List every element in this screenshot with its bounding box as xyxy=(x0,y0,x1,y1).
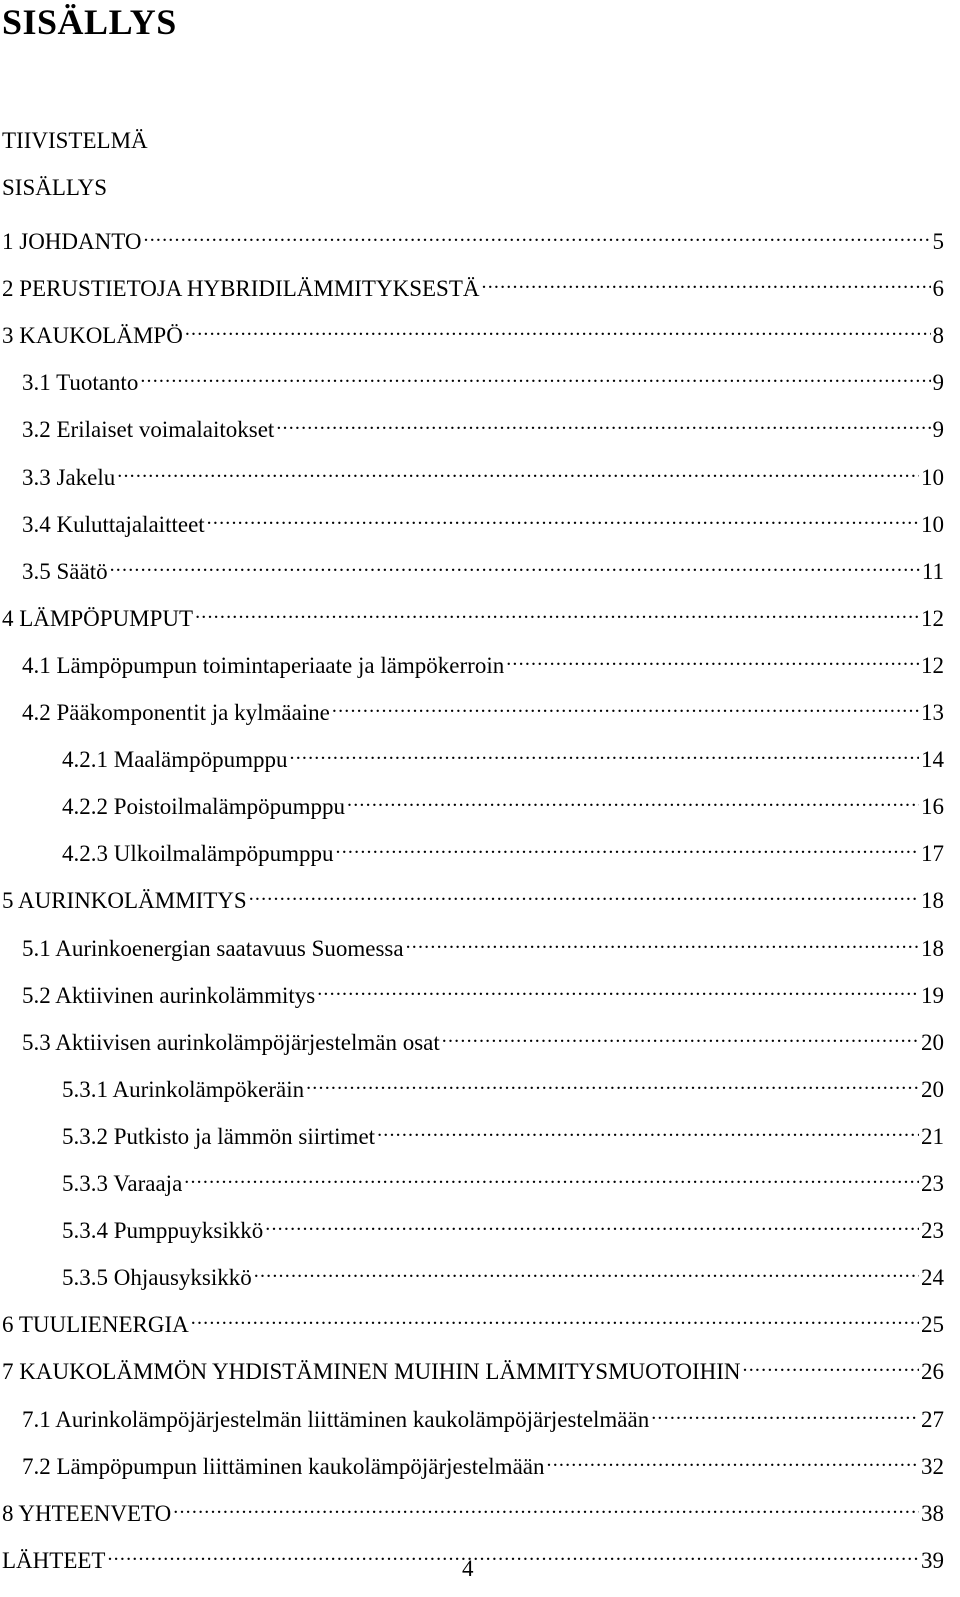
toc-entry[interactable] xyxy=(22,409,944,444)
toc-entry-label: 3.3 Jakelu xyxy=(22,465,116,490)
toc-entry-page: 18 xyxy=(921,888,944,913)
toc-entry-label: 3 KAUKOLÄMPÖ xyxy=(2,323,183,348)
toc-entry[interactable] xyxy=(22,457,944,492)
toc-entry[interactable] xyxy=(22,362,944,397)
toc-entry-label: 4.2.3 Ulkoilmalämpöpumppu xyxy=(62,841,334,866)
toc-entry-label: 5 AURINKOLÄMMITYS xyxy=(2,888,247,913)
toc-entry-page: 6 xyxy=(932,276,944,301)
toc-entry[interactable] xyxy=(2,1351,944,1386)
toc-entry[interactable] xyxy=(2,268,944,303)
toc-dot-leader xyxy=(184,1163,919,1191)
toc-entry[interactable] xyxy=(2,315,944,350)
toc-entry[interactable] xyxy=(2,221,944,256)
toc-entry[interactable] xyxy=(62,786,944,821)
toc-dot-leader xyxy=(332,692,919,720)
toc-entry-label: 4.2 Pääkomponentit ja kylmäaine xyxy=(22,700,330,725)
toc-entry-label: 8 YHTEENVETO xyxy=(2,1501,172,1526)
toc-entry-page: 11 xyxy=(921,559,944,584)
toc-dot-leader xyxy=(406,928,919,956)
toc-entry-label: 6 TUULIENERGIA xyxy=(2,1312,189,1337)
toc-dot-leader xyxy=(254,1257,919,1285)
toc-entry-label: 5.3.5 Ohjausyksikkö xyxy=(62,1265,252,1290)
toc-entry[interactable] xyxy=(62,1116,944,1151)
toc-dot-leader xyxy=(347,786,919,814)
toc-dot-leader xyxy=(265,1210,919,1238)
toc-entry[interactable] xyxy=(62,1069,944,1104)
toc-entry-label: 3.1 Tuotanto xyxy=(22,370,139,395)
toc-entry-label: 4.2.2 Poistoilmalämpöpumppu xyxy=(62,794,346,819)
toc-dot-leader xyxy=(144,221,931,249)
toc-entry-page: 16 xyxy=(921,794,944,819)
toc-entry[interactable] xyxy=(2,598,944,633)
toc-entry[interactable] xyxy=(2,1493,944,1528)
toc-entry-page: 9 xyxy=(932,417,944,442)
toc-entry[interactable] xyxy=(62,833,944,868)
toc-entry[interactable] xyxy=(22,645,944,680)
toc-entry-label: 5.3 Aktiivisen aurinkolämpöjärjestelmän osat xyxy=(22,1030,440,1055)
toc-dot-leader xyxy=(185,315,931,343)
toc-entry-label: LÄHTEET xyxy=(2,1548,106,1573)
toc-dot-leader xyxy=(306,1069,919,1097)
toc-entry-label: 4.2.1 Maalämpöpumppu xyxy=(62,747,288,772)
toc-entry-page: 25 xyxy=(921,1312,944,1337)
toc-entry[interactable] xyxy=(62,1163,944,1198)
toc-entry-page: 32 xyxy=(921,1454,944,1479)
toc-dot-leader xyxy=(107,1540,919,1568)
toc-entry-label: 7.2 Lämpöpumpun liittäminen kaukolämpöjärjestelmään xyxy=(22,1454,545,1479)
toc-dot-leader xyxy=(651,1399,919,1427)
toc-dot-leader xyxy=(506,645,919,673)
toc-entry[interactable] xyxy=(22,692,944,727)
toc-entry-label: 4.1 Lämpöpumpun toimintaperiaate ja lämpökerroin xyxy=(22,653,505,678)
toc-entry-label: 5.3.4 Pumppuyksikkö xyxy=(62,1218,264,1243)
toc-entry[interactable] xyxy=(22,551,944,586)
toc-dot-leader xyxy=(482,268,931,296)
toc-entry[interactable] xyxy=(22,504,944,539)
toc-entry-label: 5.2 Aktiivinen aurinkolämmitys xyxy=(22,983,316,1008)
toc-entry[interactable] xyxy=(2,1304,944,1339)
toc-entry-page: 10 xyxy=(921,465,944,490)
toc-entry-label: 3.2 Erilaiset voimalaitokset xyxy=(22,417,275,442)
toc-entry-page: 18 xyxy=(921,936,944,961)
toc-entry-page: 20 xyxy=(921,1030,944,1055)
toc-dot-leader xyxy=(336,833,919,861)
toc-entry[interactable] xyxy=(62,1257,944,1292)
toc-entry-page: 9 xyxy=(932,370,944,395)
toc-entry[interactable] xyxy=(22,1446,944,1481)
front-matter-abstract: TIIVISTELMÄ xyxy=(2,128,148,153)
toc-entry-label: 5.3.1 Aurinkolämpökeräin xyxy=(62,1077,305,1102)
toc-dot-leader xyxy=(191,1304,919,1332)
toc-dot-leader xyxy=(207,504,919,532)
toc-entry-page: 27 xyxy=(921,1407,944,1432)
toc-dot-leader xyxy=(377,1116,919,1144)
toc-entry-label: 5.3.2 Putkisto ja lämmön siirtimet xyxy=(62,1124,376,1149)
toc-entry-page: 26 xyxy=(921,1359,944,1384)
toc-entry-label: 4 LÄMPÖPUMPUT xyxy=(2,606,194,631)
toc-entry[interactable] xyxy=(22,975,944,1010)
toc-entry-page: 38 xyxy=(921,1501,944,1526)
toc-entry-label: 3.4 Kuluttajalaitteet xyxy=(22,512,205,537)
toc-entry-page: 19 xyxy=(921,983,944,1008)
toc-entry-label: 7 KAUKOLÄMMÖN YHDISTÄMINEN MUIHIN LÄMMITYSMUOTOIHIN xyxy=(2,1359,741,1384)
toc-entry-label: 7.1 Aurinkolämpöjärjestelmän liittäminen kaukolämpöjärjestelmään xyxy=(22,1407,650,1432)
page-number: 4 xyxy=(462,1556,474,1581)
toc-entry-page: 14 xyxy=(921,747,944,772)
toc-entry-label: 1 JOHDANTO xyxy=(2,229,142,254)
toc-entry-page: 23 xyxy=(921,1218,944,1243)
toc-dot-leader xyxy=(547,1446,920,1474)
toc-entry[interactable] xyxy=(22,1399,944,1434)
toc-entry-page: 10 xyxy=(921,512,944,537)
toc-entry[interactable] xyxy=(62,739,944,774)
toc-entry-page: 17 xyxy=(921,841,944,866)
front-matter-contents: SISÄLLYS xyxy=(2,175,108,200)
toc-entry-page: 21 xyxy=(921,1124,944,1149)
toc-entry-label: 5.3.3 Varaaja xyxy=(62,1171,183,1196)
toc-entry-page: 12 xyxy=(921,653,944,678)
toc-dot-leader xyxy=(249,880,919,908)
page-title: SISÄLLYS xyxy=(2,2,177,42)
toc-entry-page: 24 xyxy=(921,1265,944,1290)
toc-entry-page: 23 xyxy=(921,1171,944,1196)
toc-entry-page: 13 xyxy=(921,700,944,725)
toc-entry-page: 39 xyxy=(921,1548,944,1573)
toc-entry[interactable] xyxy=(2,880,944,915)
toc-entry[interactable] xyxy=(22,1022,944,1057)
toc-dot-leader xyxy=(442,1022,919,1050)
toc-entry[interactable] xyxy=(62,1210,944,1245)
toc-entry-page: 20 xyxy=(921,1077,944,1102)
toc-dot-leader xyxy=(195,598,919,626)
toc-entry-page: 12 xyxy=(921,606,944,631)
toc-entry-label: 2 PERUSTIETOJA HYBRIDILÄMMITYKSESTÄ xyxy=(2,276,480,301)
toc-dot-leader xyxy=(276,409,930,437)
toc-dot-leader xyxy=(140,362,930,390)
toc-dot-leader xyxy=(173,1493,919,1521)
toc-dot-leader xyxy=(117,457,919,485)
toc-dot-leader xyxy=(290,739,920,767)
toc-dot-leader xyxy=(743,1351,919,1379)
toc-entry-label: 5.1 Aurinkoenergian saatavuus Suomessa xyxy=(22,936,404,961)
toc-entry-page: 5 xyxy=(932,229,944,254)
toc-entry-label: 3.5 Säätö xyxy=(22,559,108,584)
toc-dot-leader xyxy=(317,975,919,1003)
toc-dot-leader xyxy=(110,551,920,579)
toc-entry-page: 8 xyxy=(932,323,944,348)
toc-entry[interactable] xyxy=(22,928,944,963)
